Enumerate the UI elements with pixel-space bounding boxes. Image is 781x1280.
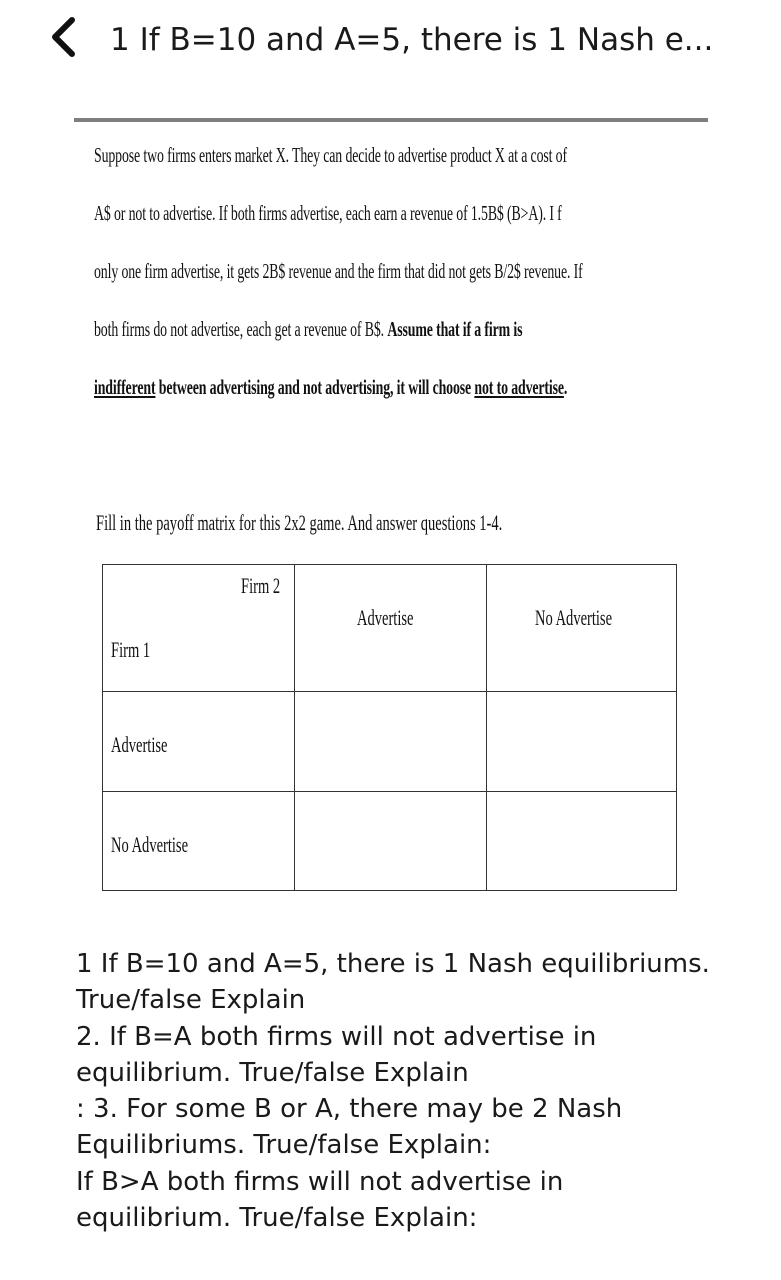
question-line: Equilibriums. True/false Explain: [76, 1130, 492, 1161]
question-line: equilibrium. True/false Explain: [76, 1203, 478, 1234]
payoff-cell [295, 792, 487, 891]
assumption-text: Assume that if a firm is [387, 317, 523, 341]
matrix-col-header [487, 565, 677, 692]
paragraph-line: A$ or not to advertise. If both firms advertise, each earn a revenue of 1.5B$ (B>A). I f [94, 201, 562, 225]
assumption-line [94, 358, 695, 416]
matrix-row-header [103, 792, 295, 891]
payoff-cell [487, 692, 677, 792]
matrix-col-header [295, 565, 487, 692]
paragraph-line: Suppose two firms enters market X. They can decide to advertise product X at a cost of [94, 143, 567, 167]
problem-paragraph [94, 126, 695, 416]
matrix-row-header [103, 692, 295, 792]
row-header-no-advertise: No Advertise [111, 832, 189, 857]
payoff-cell [487, 792, 677, 891]
assumption-text: between advertising and not advertising, it will choose [155, 375, 475, 399]
question-text [76, 946, 756, 1236]
chevron-left-icon [46, 14, 82, 60]
back-button[interactable] [46, 14, 82, 60]
paragraph-text: both firms do not advertise, each get a revenue of B$. [94, 317, 384, 341]
underlined-text: indifferent [94, 375, 156, 399]
paragraph-line [94, 300, 695, 358]
question-line: 1 If B=10 and A=5, there is 1 Nash equilibriums. [76, 949, 710, 979]
question-line: : 3. For some B or A, there may be 2 Nash [76, 1094, 623, 1125]
divider [74, 118, 708, 122]
question-line: equilibrium. True/false Explain [76, 1057, 469, 1088]
matrix-corner-cell [103, 565, 295, 692]
firm1-label: Firm 1 [111, 637, 151, 662]
instruction-text: Fill in the payoff matrix for this 2x2 game. And answer questions 1-4. [96, 510, 503, 535]
page-title: 1 If B=10 and A=5, there is 1 Nash e... [110, 22, 714, 58]
header-bar [0, 0, 781, 90]
paragraph-line: only one firm advertise, it gets 2B$ revenue and the firm that did not gets B/2$ revenue. If [94, 259, 583, 283]
col-header-no-advertise: No Advertise [535, 605, 613, 630]
question-line: 2. If B=A both firms will not advertise in [76, 1021, 597, 1052]
payoff-cell [295, 692, 487, 792]
col-header-advertise: Advertise [357, 605, 414, 630]
payoff-matrix [102, 564, 677, 891]
question-line: If B>A both firms will not advertise in [76, 1166, 564, 1197]
question-line: True/false Explain [76, 985, 306, 1016]
underlined-text: not to advertise [474, 375, 564, 399]
firm2-label: Firm 2 [241, 573, 281, 598]
assumption-text: . [563, 375, 568, 399]
row-header-advertise: Advertise [111, 732, 168, 757]
question-image [74, 116, 708, 916]
